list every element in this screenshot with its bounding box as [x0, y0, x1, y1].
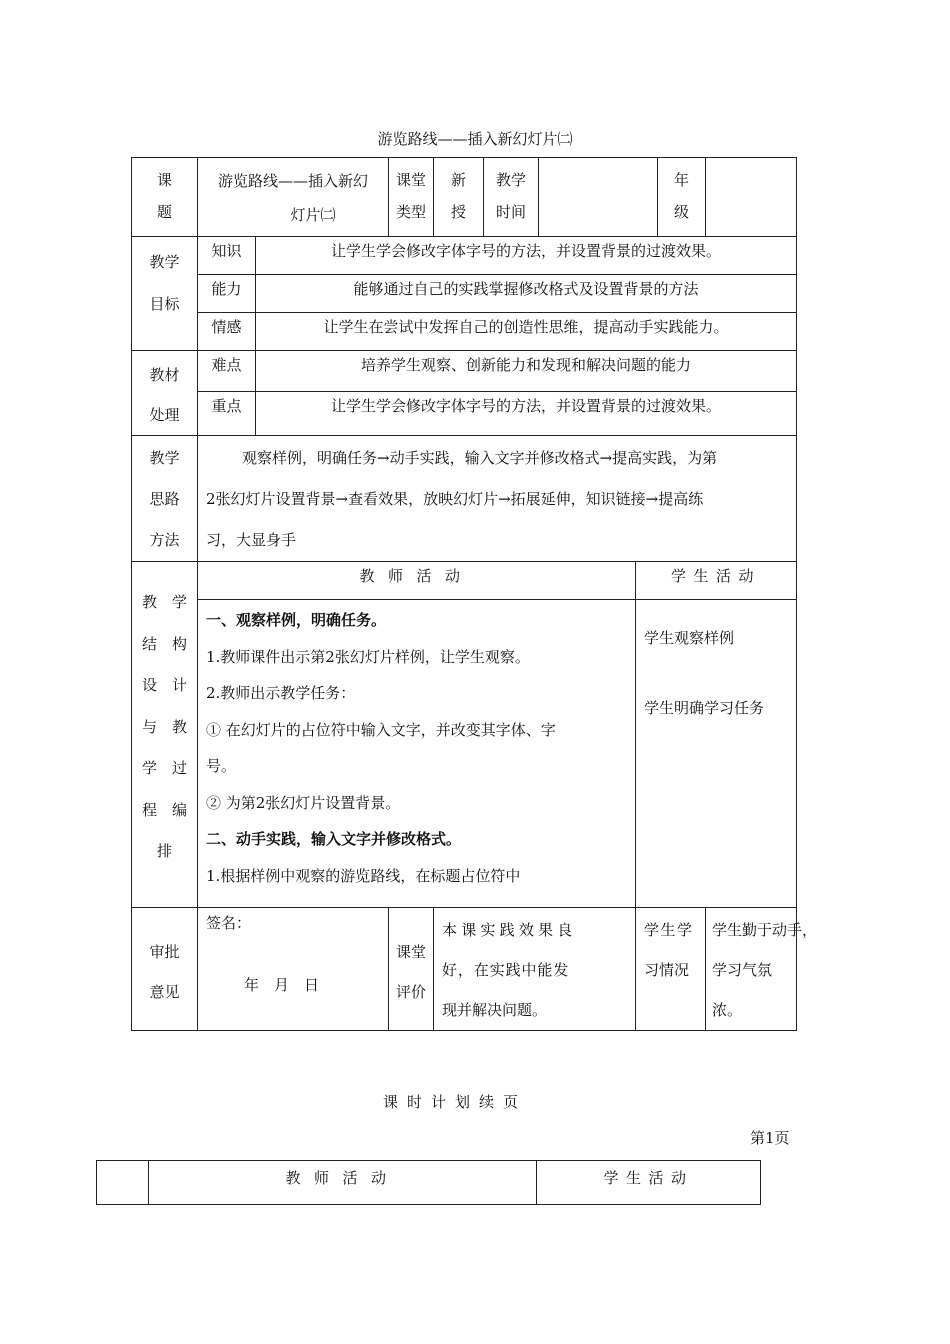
- continuation-title: 课时计划续页: [382, 1093, 527, 1111]
- ability-label: 能力: [198, 275, 256, 313]
- key-text: 让学生学会修改字体字号的方法，并设置背景的过渡效果。: [256, 392, 797, 436]
- approval-label-1: 审批: [149, 943, 180, 961]
- lesson-plan-table: [131, 157, 818, 1031]
- student-line-1: 学生观察样例: [644, 629, 735, 647]
- learning-label-2: 习情况: [644, 961, 690, 979]
- objectives-label-2: 目标: [149, 295, 180, 313]
- teacher-activity-line: 1.教师课件出示第2张幻灯片样例，让学生观察。: [206, 647, 530, 666]
- class-type-value-1: 新: [451, 171, 467, 189]
- objective-emotion-row: [132, 313, 797, 351]
- teacher-activity-line: ② 为第2张幻灯片设置背景。: [206, 793, 401, 812]
- approach-line-2: 2张幻灯片设置背景→查看效果，放映幻灯片→拓展延伸，知识链接→提高练: [206, 490, 704, 508]
- eval-label-2: 评价: [396, 983, 427, 1001]
- eval-line-1: 本课实践效果良: [442, 921, 577, 939]
- topic-value-cell: [198, 158, 389, 237]
- structure-label-line: 学 过: [141, 759, 187, 777]
- teacher-activity-header: 教师活动: [359, 567, 474, 585]
- materials-difficult-row: [132, 351, 797, 392]
- learning-label-1: 学生学: [644, 921, 694, 939]
- key-label: 重点: [198, 392, 256, 436]
- topic-label-2: 题: [156, 203, 172, 221]
- eval-label-cell: [389, 908, 434, 1031]
- student-line-2: 学生明确学习任务: [644, 699, 765, 717]
- materials-label-2: 处理: [149, 406, 180, 424]
- approach-label-cell: [132, 436, 198, 562]
- structure-label-line: 程 编: [141, 800, 187, 819]
- continuation-blank-cell: [97, 1161, 149, 1205]
- approval-label-2: 意见: [149, 983, 180, 1001]
- materials-key-row: [132, 392, 797, 436]
- student-activity-header: 学生活动: [671, 567, 762, 585]
- continuation-teacher-header: 教师活动: [285, 1169, 400, 1187]
- topic-line-2: 灯片㈡: [290, 206, 336, 224]
- emotion-text: 让学生在尝试中发挥自己的创造性思维，提高动手实践能力。: [256, 313, 797, 351]
- objectives-label-cell: [132, 237, 198, 351]
- structure-header-row: [132, 562, 797, 600]
- learning-line-2: 学习气氛浓。: [712, 961, 773, 1019]
- grade-label-cell: [658, 158, 706, 237]
- eval-line-3: 现并解决问题。: [442, 1001, 548, 1019]
- time-label-1: 教学: [496, 171, 527, 189]
- difficult-label: 难点: [198, 351, 256, 392]
- approach-label-1: 教学: [149, 449, 180, 467]
- materials-label-cell: [132, 351, 198, 436]
- difficult-text: 培养学生观察、创新能力和发现和解决问题的能力: [256, 351, 797, 392]
- continuation-student-header: 学生活动: [603, 1169, 694, 1187]
- eval-text-cell: [434, 908, 636, 1031]
- class-type-label-2: 类型: [396, 203, 427, 221]
- date-text: 年 月 日: [244, 976, 320, 994]
- teacher-activity-line: 号。: [206, 757, 237, 775]
- class-type-label-cell: [389, 158, 434, 237]
- teacher-activity-cell: [198, 600, 636, 908]
- class-type-value-2: 授: [451, 203, 467, 221]
- knowledge-label: 知识: [198, 237, 256, 275]
- teacher-activity-line: 一、观察样例，明确任务。: [206, 611, 387, 629]
- teacher-activity-line: 1.根据样例中观察的游览路线，在标题占位符中: [206, 866, 521, 885]
- class-type-label-1: 课堂: [396, 171, 427, 189]
- structure-label-line: 排: [156, 842, 172, 860]
- structure-label-line: 与 教: [141, 717, 187, 736]
- learning-line-1: 学生勤于动手，: [712, 921, 818, 939]
- structure-label-line: 教 学: [141, 593, 187, 611]
- page-number: 第1页: [750, 1129, 790, 1147]
- student-activity-cell: [636, 600, 797, 908]
- eval-label-1: 课堂: [396, 943, 427, 961]
- topic-label-1: 课: [156, 171, 172, 189]
- teacher-activity-line: 2.教师出示教学任务：: [206, 684, 356, 702]
- approach-label-2: 思路: [149, 490, 180, 508]
- student-activity-header-cell: [636, 562, 797, 600]
- topic-label-cell: [132, 158, 198, 237]
- structure-label: [132, 582, 197, 873]
- approach-label-3: 方法: [149, 531, 180, 549]
- approach-line-3: 习，大显身手: [206, 531, 297, 549]
- emotion-label: 情感: [198, 313, 256, 351]
- grade-value-cell: [706, 158, 797, 237]
- grade-label-1: 年: [674, 171, 690, 189]
- header-row: [132, 158, 797, 237]
- structure-label-line: 结 构: [141, 634, 187, 653]
- sign-label: 签名：: [206, 914, 252, 932]
- approval-label-cell: [132, 908, 198, 1031]
- eval-line-2: 好，在实践中能发: [442, 961, 570, 979]
- teacher-activity-line: ① 在幻灯片的占位符中输入文字，并改变其字体、字: [206, 720, 556, 739]
- approach-row: [132, 436, 797, 562]
- ability-text: 能够通过自己的实践掌握修改格式及设置背景的方法: [256, 275, 797, 313]
- time-value-cell: [539, 158, 658, 237]
- continuation-table: [96, 1160, 761, 1205]
- materials-label-1: 教材: [149, 366, 180, 384]
- teacher-activity-header-cell: [198, 562, 636, 600]
- grade-label-2: 级: [674, 203, 690, 221]
- class-type-value-cell: [434, 158, 484, 237]
- approach-text-cell: [198, 436, 797, 562]
- page-title: 游览路线——插入新幻灯片㈡: [377, 130, 573, 148]
- continuation-student-header-cell: [537, 1161, 761, 1205]
- teacher-activity-line: 二、动手实践，输入文字并修改格式。: [206, 830, 462, 848]
- knowledge-text: 让学生学会修改字体字号的方法，并设置背景的过渡效果。: [256, 237, 797, 275]
- time-label-cell: [484, 158, 539, 237]
- time-label-2: 时间: [496, 203, 527, 221]
- structure-label-line: 设 计: [141, 676, 187, 694]
- structure-content-row: [132, 600, 797, 908]
- learning-text-cell: [706, 908, 818, 1031]
- teacher-activity-lines: [206, 602, 627, 894]
- learning-label-cell: [636, 908, 706, 1031]
- signature-cell: [198, 908, 389, 1031]
- objectives-label-1: 教学: [149, 253, 180, 271]
- approval-row: [132, 908, 797, 1031]
- continuation-teacher-header-cell: [149, 1161, 537, 1205]
- objective-ability-row: [132, 275, 797, 313]
- topic-line-1: 游览路线——插入新幻: [218, 172, 369, 190]
- objective-knowledge-row: [132, 237, 797, 275]
- structure-label-cell: [132, 562, 198, 908]
- approach-line-1: 观察样例，明确任务→动手实践，输入文字并修改格式→提高实践，为第: [242, 449, 718, 467]
